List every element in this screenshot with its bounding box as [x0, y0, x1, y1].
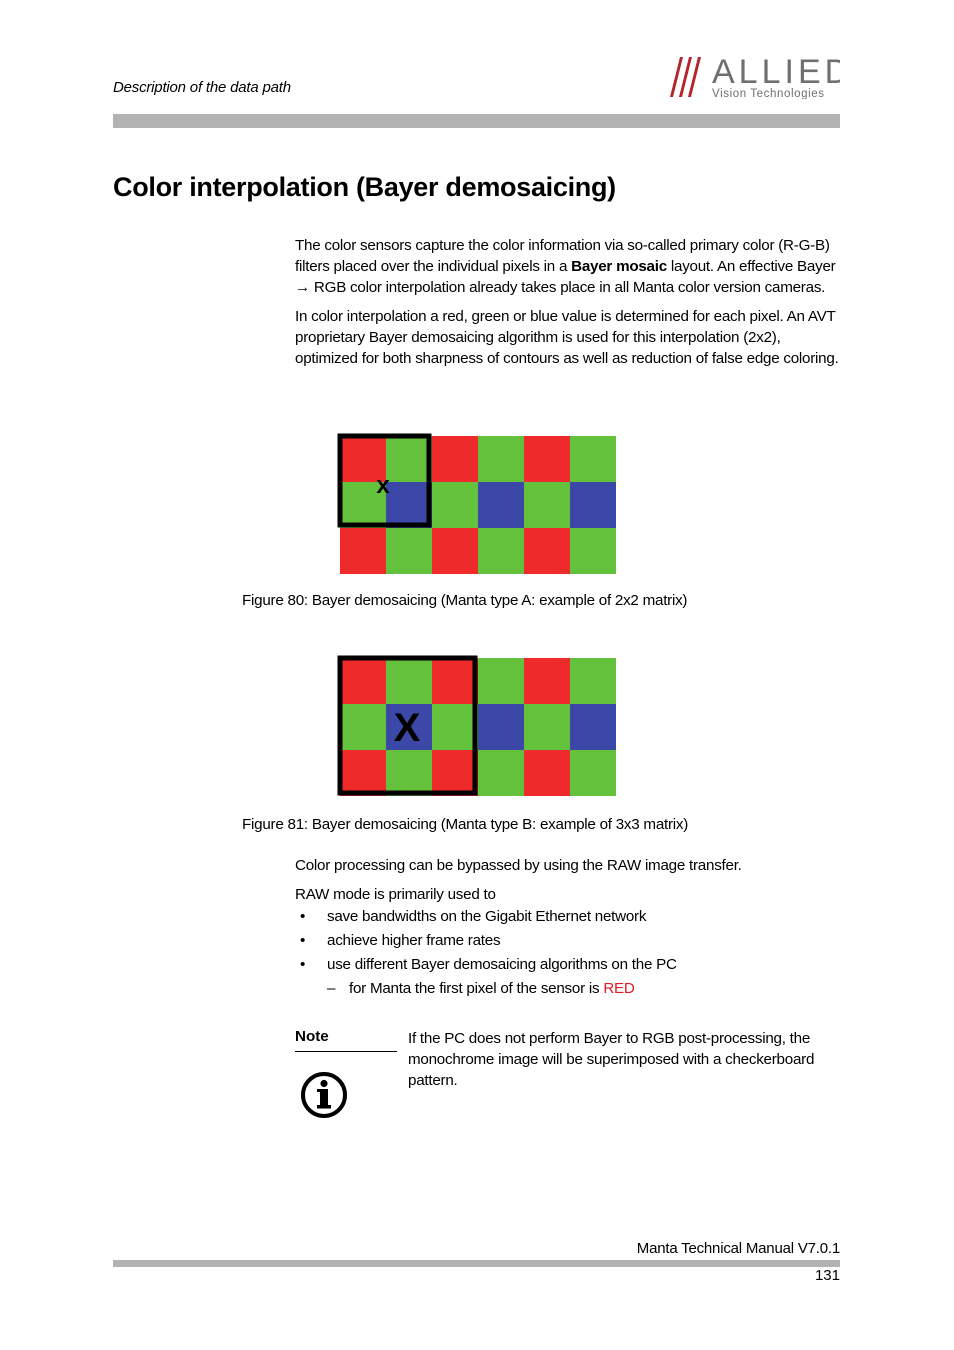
bayer-cell-green: [478, 658, 524, 704]
bayer-cell-green: [570, 658, 616, 704]
note-text: If the PC does not perform Bayer to RGB post-processing, the monochrome image will be superimposed with a checkerboard pattern.: [408, 1030, 815, 1089]
bayer-cell-green: [570, 750, 616, 796]
bayer-cell-blue: [570, 482, 616, 528]
bayer-cell-green: [386, 528, 432, 574]
bayer-cell-green: [386, 750, 432, 796]
bayer-cell-green: [478, 436, 524, 482]
bayer-cell-red: [432, 436, 478, 482]
footer-rule: [113, 1260, 840, 1267]
dash-marker: –: [327, 980, 336, 997]
bayer-cell-red: [432, 750, 478, 796]
bayer-cell-red: [432, 658, 478, 704]
logo-subtext: Vision Technologies: [712, 88, 825, 99]
section-header: Description of the data path: [113, 79, 291, 96]
bayer-cell-green: [432, 704, 478, 750]
footer-manual-title: Manta Technical Manual V7.0.1: [636, 1240, 840, 1257]
header-rule: [113, 114, 840, 128]
intro-text: [295, 235, 843, 369]
raw-section: [295, 855, 843, 1001]
raw-bullet-list: [295, 905, 843, 977]
allied-logo: [668, 55, 840, 99]
bayer-cell-green: [570, 528, 616, 574]
list-item: • use different Bayer demosaicing algorithms on the PC: [295, 953, 843, 977]
figure-81-caption: Figure 81: Bayer demosaicing (Manta type B: example of 3x3 matrix): [242, 816, 689, 833]
bayer-cell-blue: [478, 704, 524, 750]
center-pixel-marker: X: [393, 706, 421, 750]
bayer-cell-green: [524, 482, 570, 528]
raw-paragraph-2: RAW mode is primarily used to: [295, 886, 496, 903]
bayer-cell-green: [478, 528, 524, 574]
sub-list-item: – for Manta the first pixel of the sensor is RED: [295, 977, 843, 1001]
bayer-figure-2x2: [336, 432, 620, 579]
list-item: • save bandwidths on the Gigabit Ethernet network: [295, 905, 843, 929]
bayer-cell-red: [524, 750, 570, 796]
note-label: Note: [295, 1028, 329, 1045]
bayer-cell-red: [340, 750, 386, 796]
bayer-cell-blue: [386, 482, 432, 528]
bayer-cell-green: [340, 704, 386, 750]
note-rule: [295, 1051, 397, 1052]
raw-paragraph-1: Color processing can be bypassed by using the RAW image transfer.: [295, 857, 742, 874]
bayer-cell-green: [432, 482, 478, 528]
bayer-cell-red: [432, 528, 478, 574]
bayer-cell-red: [524, 436, 570, 482]
bayer-cell-blue: [478, 482, 524, 528]
bayer-cell-green: [386, 658, 432, 704]
logo-text: ALLIED: [712, 55, 840, 91]
intro-paragraph-1: The color sensors capture the color information via so-called primary color (R-G-B) filters placed over the individual pixels in a Bayer mosaic layout. An effective Bayer → RGB color interpolation already takes place in all Manta color version cameras.: [295, 237, 836, 296]
red-highlight: RED: [603, 980, 635, 997]
bayer-cell-red: [340, 658, 386, 704]
bayer-cell-green: [570, 436, 616, 482]
page-number: 131: [814, 1267, 840, 1284]
bayer-figure-3x3: [336, 654, 620, 801]
bayer-cell-red: [524, 528, 570, 574]
bayer-cell-blue: [570, 704, 616, 750]
info-icon: [299, 1070, 349, 1124]
bayer-cell-red: [524, 658, 570, 704]
figure-80-caption: Figure 80: Bayer demosaicing (Manta type A: example of 2x2 matrix): [242, 592, 688, 609]
bayer-cell-green: [478, 750, 524, 796]
list-item: • achieve higher frame rates: [295, 929, 843, 953]
bayer-cell-green: [386, 436, 432, 482]
intro-paragraph-2: In color interpolation a red, green or blue value is determined for each pixel. An AVT proprietary Bayer demosaicing algorithm is used for this interpolation (2x2), optimized for both sharpness of contours as well as reduction of false edge coloring.: [295, 308, 839, 367]
center-pixel-marker: x: [376, 472, 390, 499]
bayer-cell-red: [340, 528, 386, 574]
bayer-cell-green: [524, 704, 570, 750]
page-title: Color interpolation (Bayer demosaicing): [113, 172, 616, 202]
